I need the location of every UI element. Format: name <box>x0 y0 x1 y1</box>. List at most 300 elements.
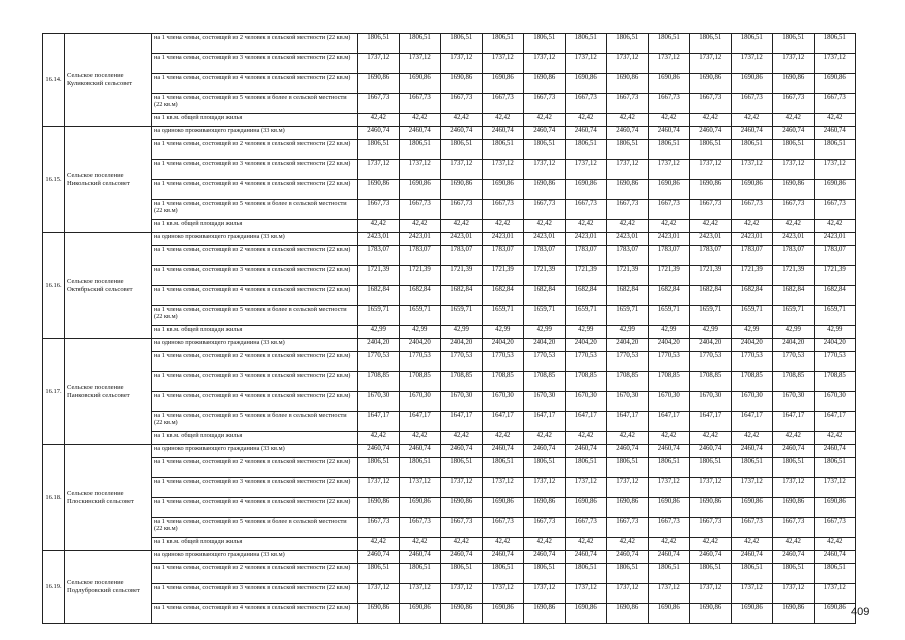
value-cell: 2460,74 <box>399 127 441 140</box>
value-cell: 42,42 <box>524 114 566 127</box>
norm-description: на 1 члена семьи, состоящей из 4 человек в сельской местности (22 кв.м) <box>152 498 358 518</box>
value-cell: 1670,30 <box>814 392 856 412</box>
table-row <box>43 458 856 478</box>
value-cell: 42,42 <box>441 114 483 127</box>
value-cell: 2404,20 <box>399 339 441 352</box>
value-cell: 1682,84 <box>399 286 441 306</box>
value-cell: 1690,86 <box>358 604 400 624</box>
value-cell: 1690,86 <box>358 498 400 518</box>
value-cell: 2423,01 <box>565 233 607 246</box>
value-cell: 1667,73 <box>731 94 773 114</box>
value-cell: 1708,85 <box>524 372 566 392</box>
value-cell: 1690,86 <box>731 74 773 94</box>
value-cell: 1737,12 <box>690 478 732 498</box>
table-row <box>43 352 856 372</box>
value-cell: 42,42 <box>358 220 400 233</box>
value-cell: 1770,53 <box>690 352 732 372</box>
value-cell: 1806,51 <box>773 34 815 54</box>
value-cell: 1690,86 <box>441 74 483 94</box>
value-cell: 1737,12 <box>524 584 566 604</box>
value-cell: 1806,51 <box>814 564 856 584</box>
value-cell: 1806,51 <box>482 458 524 478</box>
value-cell: 1737,12 <box>607 160 649 180</box>
table-row <box>43 445 856 458</box>
value-cell: 1690,86 <box>565 498 607 518</box>
value-cell: 1690,86 <box>690 180 732 200</box>
norm-description: на одиноко проживающего гражданина (33 кв.м) <box>152 339 358 352</box>
value-cell: 1783,07 <box>773 246 815 266</box>
value-cell: 42,99 <box>441 326 483 339</box>
value-cell: 1806,51 <box>814 140 856 160</box>
settlement-name: Сельское поселение Подлубровский сельсовет <box>65 551 152 624</box>
value-cell: 1708,85 <box>814 372 856 392</box>
value-cell: 1690,86 <box>399 74 441 94</box>
value-cell: 42,42 <box>814 220 856 233</box>
value-cell: 1806,51 <box>648 458 690 478</box>
value-cell: 1670,30 <box>731 392 773 412</box>
value-cell: 1659,71 <box>773 306 815 326</box>
value-cell: 1737,12 <box>565 160 607 180</box>
settlement-name: Сельское поселение Куликовский сельсовет <box>65 34 152 127</box>
value-cell: 1667,73 <box>814 94 856 114</box>
table-row <box>43 127 856 140</box>
value-cell: 1690,86 <box>773 498 815 518</box>
value-cell: 1682,84 <box>731 286 773 306</box>
value-cell: 1659,71 <box>441 306 483 326</box>
norm-description: на 1 члена семьи, состоящей из 3 человек в сельской местности (22 кв.м) <box>152 54 358 74</box>
value-cell: 1667,73 <box>731 200 773 220</box>
value-cell: 1647,17 <box>358 412 400 432</box>
value-cell: 1690,86 <box>690 74 732 94</box>
norm-description: на 1 члена семьи, состоящей из 4 человек в сельской местности (22 кв.м) <box>152 286 358 306</box>
value-cell: 1806,51 <box>524 34 566 54</box>
norm-description: на 1 члена семьи, состоящей из 3 человек в сельской местности (22 кв.м) <box>152 372 358 392</box>
value-cell: 1806,51 <box>358 458 400 478</box>
value-cell: 1806,51 <box>482 564 524 584</box>
value-cell: 42,42 <box>607 220 649 233</box>
value-cell: 1659,71 <box>607 306 649 326</box>
value-cell: 1647,17 <box>524 412 566 432</box>
value-cell: 1667,73 <box>565 94 607 114</box>
norm-description: на 1 кв.м. общей площади жилья <box>152 114 358 127</box>
value-cell: 1721,39 <box>607 266 649 286</box>
value-cell: 1770,53 <box>399 352 441 372</box>
settlement-name: Сельское поселение Панковский сельсовет <box>65 339 152 445</box>
table-row <box>43 34 856 54</box>
value-cell: 1783,07 <box>358 246 400 266</box>
table-row <box>43 478 856 498</box>
value-cell: 2460,74 <box>399 551 441 564</box>
value-cell: 2460,74 <box>814 551 856 564</box>
table-row <box>43 266 856 286</box>
value-cell: 1682,84 <box>773 286 815 306</box>
table-row <box>43 114 856 127</box>
value-cell: 42,42 <box>773 220 815 233</box>
value-cell: 1737,12 <box>441 478 483 498</box>
value-cell: 1690,86 <box>814 498 856 518</box>
value-cell: 1690,86 <box>648 180 690 200</box>
value-cell: 1721,39 <box>731 266 773 286</box>
value-cell: 42,42 <box>690 220 732 233</box>
value-cell: 1682,84 <box>524 286 566 306</box>
value-cell: 1690,86 <box>524 604 566 624</box>
value-cell: 1806,51 <box>524 564 566 584</box>
value-cell: 1770,53 <box>524 352 566 372</box>
value-cell: 42,42 <box>607 538 649 551</box>
value-cell: 1721,39 <box>482 266 524 286</box>
value-cell: 1670,30 <box>399 392 441 412</box>
value-cell: 1721,39 <box>690 266 732 286</box>
value-cell: 1806,51 <box>399 458 441 478</box>
value-cell: 42,42 <box>358 538 400 551</box>
value-cell: 1737,12 <box>607 584 649 604</box>
value-cell: 2423,01 <box>731 233 773 246</box>
value-cell: 2460,74 <box>482 127 524 140</box>
value-cell: 42,99 <box>773 326 815 339</box>
value-cell: 1690,86 <box>482 604 524 624</box>
value-cell: 2460,74 <box>607 551 649 564</box>
value-cell: 1667,73 <box>441 200 483 220</box>
table-row <box>43 564 856 584</box>
value-cell: 2404,20 <box>607 339 649 352</box>
settlement-name: Сельское поселение Никольский сельсовет <box>65 127 152 233</box>
value-cell: 42,42 <box>648 432 690 445</box>
value-cell: 1806,51 <box>524 458 566 478</box>
table-row <box>43 498 856 518</box>
value-cell: 1806,51 <box>607 34 649 54</box>
page-number: 409 <box>851 606 870 618</box>
row-index: 16.14. <box>43 34 65 127</box>
value-cell: 1770,53 <box>565 352 607 372</box>
table-row <box>43 200 856 220</box>
value-cell: 2423,01 <box>441 233 483 246</box>
norm-description: на 1 члена семьи, состоящей из 5 человек и более в сельской местности (22 кв.м) <box>152 412 358 432</box>
value-cell: 2460,74 <box>814 445 856 458</box>
value-cell: 1667,73 <box>565 518 607 538</box>
value-cell: 1647,17 <box>648 412 690 432</box>
value-cell: 1783,07 <box>565 246 607 266</box>
value-cell: 1770,53 <box>607 352 649 372</box>
value-cell: 1690,86 <box>482 180 524 200</box>
value-cell: 1667,73 <box>814 200 856 220</box>
value-cell: 42,42 <box>731 432 773 445</box>
table-row <box>43 372 856 392</box>
norm-description: на 1 члена семьи, состоящей из 2 человек в сельской местности (22 кв.м) <box>152 246 358 266</box>
value-cell: 2460,74 <box>441 127 483 140</box>
value-cell: 1708,85 <box>648 372 690 392</box>
value-cell: 1670,30 <box>524 392 566 412</box>
value-cell: 42,42 <box>648 114 690 127</box>
value-cell: 1647,17 <box>441 412 483 432</box>
value-cell: 1667,73 <box>607 94 649 114</box>
value-cell: 1670,30 <box>607 392 649 412</box>
norm-description: на 1 члена семьи, состоящей из 5 человек и более в сельской местности (22 кв.м) <box>152 306 358 326</box>
settlement-name: Сельское поселение Октябрьский сельсовет <box>65 233 152 339</box>
value-cell: 1806,51 <box>524 140 566 160</box>
value-cell: 1659,71 <box>565 306 607 326</box>
value-cell: 42,42 <box>524 538 566 551</box>
value-cell: 1690,86 <box>524 180 566 200</box>
value-cell: 42,42 <box>690 114 732 127</box>
value-cell: 1670,30 <box>441 392 483 412</box>
value-cell: 42,42 <box>648 220 690 233</box>
value-cell: 1783,07 <box>482 246 524 266</box>
value-cell: 2423,01 <box>399 233 441 246</box>
norm-description: на 1 кв.м. общей площади жилья <box>152 432 358 445</box>
value-cell: 1806,51 <box>565 458 607 478</box>
value-cell: 42,42 <box>441 432 483 445</box>
value-cell: 1690,86 <box>399 604 441 624</box>
value-cell: 1670,30 <box>565 392 607 412</box>
value-cell: 1783,07 <box>814 246 856 266</box>
value-cell: 1737,12 <box>607 478 649 498</box>
table-row <box>43 584 856 604</box>
value-cell: 42,42 <box>482 538 524 551</box>
value-cell: 1667,73 <box>773 518 815 538</box>
value-cell: 1721,39 <box>773 266 815 286</box>
value-cell: 1806,51 <box>773 140 815 160</box>
table-row <box>43 604 856 624</box>
value-cell: 1737,12 <box>524 478 566 498</box>
value-cell: 42,42 <box>565 432 607 445</box>
value-cell: 2404,20 <box>648 339 690 352</box>
table-row <box>43 54 856 74</box>
value-cell: 2423,01 <box>690 233 732 246</box>
value-cell: 2404,20 <box>441 339 483 352</box>
value-cell: 42,42 <box>482 114 524 127</box>
value-cell: 1682,84 <box>648 286 690 306</box>
value-cell: 42,99 <box>482 326 524 339</box>
value-cell: 1783,07 <box>399 246 441 266</box>
value-cell: 1737,12 <box>648 54 690 74</box>
norm-description: на одиноко проживающего гражданина (33 кв.м) <box>152 445 358 458</box>
value-cell: 2460,74 <box>648 551 690 564</box>
value-cell: 1667,73 <box>524 200 566 220</box>
value-cell: 1682,84 <box>690 286 732 306</box>
value-cell: 1806,51 <box>607 458 649 478</box>
value-cell: 1737,12 <box>482 584 524 604</box>
value-cell: 1690,86 <box>690 498 732 518</box>
value-cell: 1806,51 <box>690 564 732 584</box>
value-cell: 2460,74 <box>690 445 732 458</box>
value-cell: 1690,86 <box>399 180 441 200</box>
value-cell: 1690,86 <box>441 604 483 624</box>
value-cell: 42,42 <box>565 538 607 551</box>
value-cell: 42,42 <box>814 114 856 127</box>
value-cell: 42,42 <box>482 432 524 445</box>
value-cell: 1737,12 <box>399 584 441 604</box>
value-cell: 1667,73 <box>482 94 524 114</box>
norm-description: на 1 члена семьи, состоящей из 4 человек в сельской местности (22 кв.м) <box>152 604 358 624</box>
value-cell: 2423,01 <box>773 233 815 246</box>
table-row <box>43 286 856 306</box>
value-cell: 1690,86 <box>731 180 773 200</box>
value-cell: 1690,86 <box>731 604 773 624</box>
value-cell: 1806,51 <box>482 140 524 160</box>
value-cell: 1667,73 <box>441 94 483 114</box>
value-cell: 1806,51 <box>690 140 732 160</box>
value-cell: 1737,12 <box>731 54 773 74</box>
value-cell: 1806,51 <box>565 34 607 54</box>
value-cell: 1690,86 <box>648 74 690 94</box>
value-cell: 1737,12 <box>358 478 400 498</box>
value-cell: 1806,51 <box>565 564 607 584</box>
value-cell: 1770,53 <box>358 352 400 372</box>
value-cell: 1690,86 <box>358 74 400 94</box>
value-cell: 2460,74 <box>731 127 773 140</box>
value-cell: 1806,51 <box>731 140 773 160</box>
value-cell: 1737,12 <box>814 54 856 74</box>
value-cell: 1670,30 <box>358 392 400 412</box>
value-cell: 42,42 <box>814 538 856 551</box>
norm-description: на 1 члена семьи, состоящей из 3 человек в сельской местности (22 кв.м) <box>152 160 358 180</box>
value-cell: 1737,12 <box>814 160 856 180</box>
value-cell: 2460,74 <box>773 445 815 458</box>
value-cell: 1806,51 <box>731 564 773 584</box>
value-cell: 1737,12 <box>731 584 773 604</box>
value-cell: 1682,84 <box>482 286 524 306</box>
value-cell: 1806,51 <box>690 34 732 54</box>
value-cell: 1690,86 <box>482 74 524 94</box>
value-cell: 42,42 <box>731 220 773 233</box>
value-cell: 1806,51 <box>773 458 815 478</box>
table-row <box>43 180 856 200</box>
value-cell: 1737,12 <box>358 54 400 74</box>
value-cell: 1708,85 <box>482 372 524 392</box>
value-cell: 2404,20 <box>731 339 773 352</box>
value-cell: 42,42 <box>565 114 607 127</box>
value-cell: 1737,12 <box>399 160 441 180</box>
norm-description: на одиноко проживающего гражданина (33 кв.м) <box>152 551 358 564</box>
table-row <box>43 160 856 180</box>
norm-description: на 1 члена семьи, состоящей из 2 человек в сельской местности (22 кв.м) <box>152 352 358 372</box>
value-cell: 1806,51 <box>607 140 649 160</box>
value-cell: 1647,17 <box>731 412 773 432</box>
value-cell: 42,99 <box>565 326 607 339</box>
settlement-name: Сельское поселение Плоскинский сельсовет <box>65 445 152 551</box>
value-cell: 1770,53 <box>441 352 483 372</box>
value-cell: 1737,12 <box>690 584 732 604</box>
value-cell: 1690,86 <box>648 498 690 518</box>
value-cell: 1737,12 <box>399 54 441 74</box>
value-cell: 1667,73 <box>648 94 690 114</box>
norm-description: на 1 члена семьи, состоящей из 2 человек в сельской местности (22 кв.м) <box>152 34 358 54</box>
value-cell: 1783,07 <box>524 246 566 266</box>
value-cell: 1806,51 <box>648 140 690 160</box>
value-cell: 2423,01 <box>607 233 649 246</box>
value-cell: 2423,01 <box>814 233 856 246</box>
table-row <box>43 339 856 352</box>
value-cell: 1647,17 <box>607 412 649 432</box>
value-cell: 1670,30 <box>648 392 690 412</box>
value-cell: 1690,86 <box>482 498 524 518</box>
table-row <box>43 518 856 538</box>
row-index: 16.16. <box>43 233 65 339</box>
value-cell: 42,42 <box>524 432 566 445</box>
table-row <box>43 551 856 564</box>
value-cell: 1708,85 <box>690 372 732 392</box>
value-cell: 42,42 <box>399 432 441 445</box>
norm-description: на 1 члена семьи, состоящей из 5 человек и более в сельской местности (22 кв.м) <box>152 94 358 114</box>
value-cell: 1806,51 <box>358 34 400 54</box>
table-row <box>43 74 856 94</box>
value-cell: 1721,39 <box>814 266 856 286</box>
value-cell: 1670,30 <box>773 392 815 412</box>
value-cell: 2460,74 <box>441 551 483 564</box>
table-row <box>43 538 856 551</box>
value-cell: 1690,86 <box>607 74 649 94</box>
value-cell: 2404,20 <box>524 339 566 352</box>
value-cell: 2460,74 <box>358 127 400 140</box>
value-cell: 1690,86 <box>773 180 815 200</box>
value-cell: 1667,73 <box>731 518 773 538</box>
value-cell: 1690,86 <box>607 498 649 518</box>
norm-description: на одиноко проживающего гражданина (33 кв.м) <box>152 233 358 246</box>
value-cell: 1659,71 <box>731 306 773 326</box>
value-cell: 1737,12 <box>773 160 815 180</box>
value-cell: 42,99 <box>358 326 400 339</box>
value-cell: 2460,74 <box>648 445 690 458</box>
value-cell: 1690,86 <box>814 604 856 624</box>
value-cell: 42,42 <box>773 432 815 445</box>
value-cell: 1659,71 <box>399 306 441 326</box>
value-cell: 1708,85 <box>565 372 607 392</box>
value-cell: 2404,20 <box>565 339 607 352</box>
value-cell: 1659,71 <box>648 306 690 326</box>
value-cell: 2404,20 <box>773 339 815 352</box>
value-cell: 1737,12 <box>773 54 815 74</box>
value-cell: 1737,12 <box>358 584 400 604</box>
value-cell: 1647,17 <box>399 412 441 432</box>
value-cell: 1770,53 <box>814 352 856 372</box>
norm-description: на 1 кв.м. общей площади жилья <box>152 326 358 339</box>
value-cell: 42,99 <box>524 326 566 339</box>
value-cell: 1708,85 <box>399 372 441 392</box>
value-cell: 2460,74 <box>358 445 400 458</box>
value-cell: 1721,39 <box>648 266 690 286</box>
value-cell: 42,42 <box>773 538 815 551</box>
value-cell: 1690,86 <box>524 74 566 94</box>
value-cell: 1659,71 <box>482 306 524 326</box>
value-cell: 1690,86 <box>607 604 649 624</box>
norm-description: на одиноко проживающего гражданина (33 кв.м) <box>152 127 358 140</box>
value-cell: 42,42 <box>441 220 483 233</box>
table-row <box>43 412 856 432</box>
value-cell: 1690,86 <box>773 74 815 94</box>
value-cell: 2460,74 <box>358 551 400 564</box>
value-cell: 1806,51 <box>814 458 856 478</box>
table-row <box>43 432 856 445</box>
norm-description: на 1 члена семьи, состоящей из 5 человек и более в сельской местности (22 кв.м) <box>152 518 358 538</box>
value-cell: 1682,84 <box>607 286 649 306</box>
value-cell: 1682,84 <box>441 286 483 306</box>
table-row <box>43 392 856 412</box>
value-cell: 1806,51 <box>441 34 483 54</box>
value-cell: 42,42 <box>358 114 400 127</box>
value-cell: 1690,86 <box>814 180 856 200</box>
value-cell: 1806,51 <box>648 34 690 54</box>
value-cell: 1667,73 <box>399 94 441 114</box>
value-cell: 1737,12 <box>524 54 566 74</box>
value-cell: 42,99 <box>607 326 649 339</box>
table-row <box>43 246 856 266</box>
table-row <box>43 233 856 246</box>
value-cell: 1647,17 <box>690 412 732 432</box>
value-cell: 1667,73 <box>773 94 815 114</box>
value-cell: 1737,12 <box>482 160 524 180</box>
value-cell: 1667,73 <box>358 94 400 114</box>
value-cell: 42,42 <box>648 538 690 551</box>
